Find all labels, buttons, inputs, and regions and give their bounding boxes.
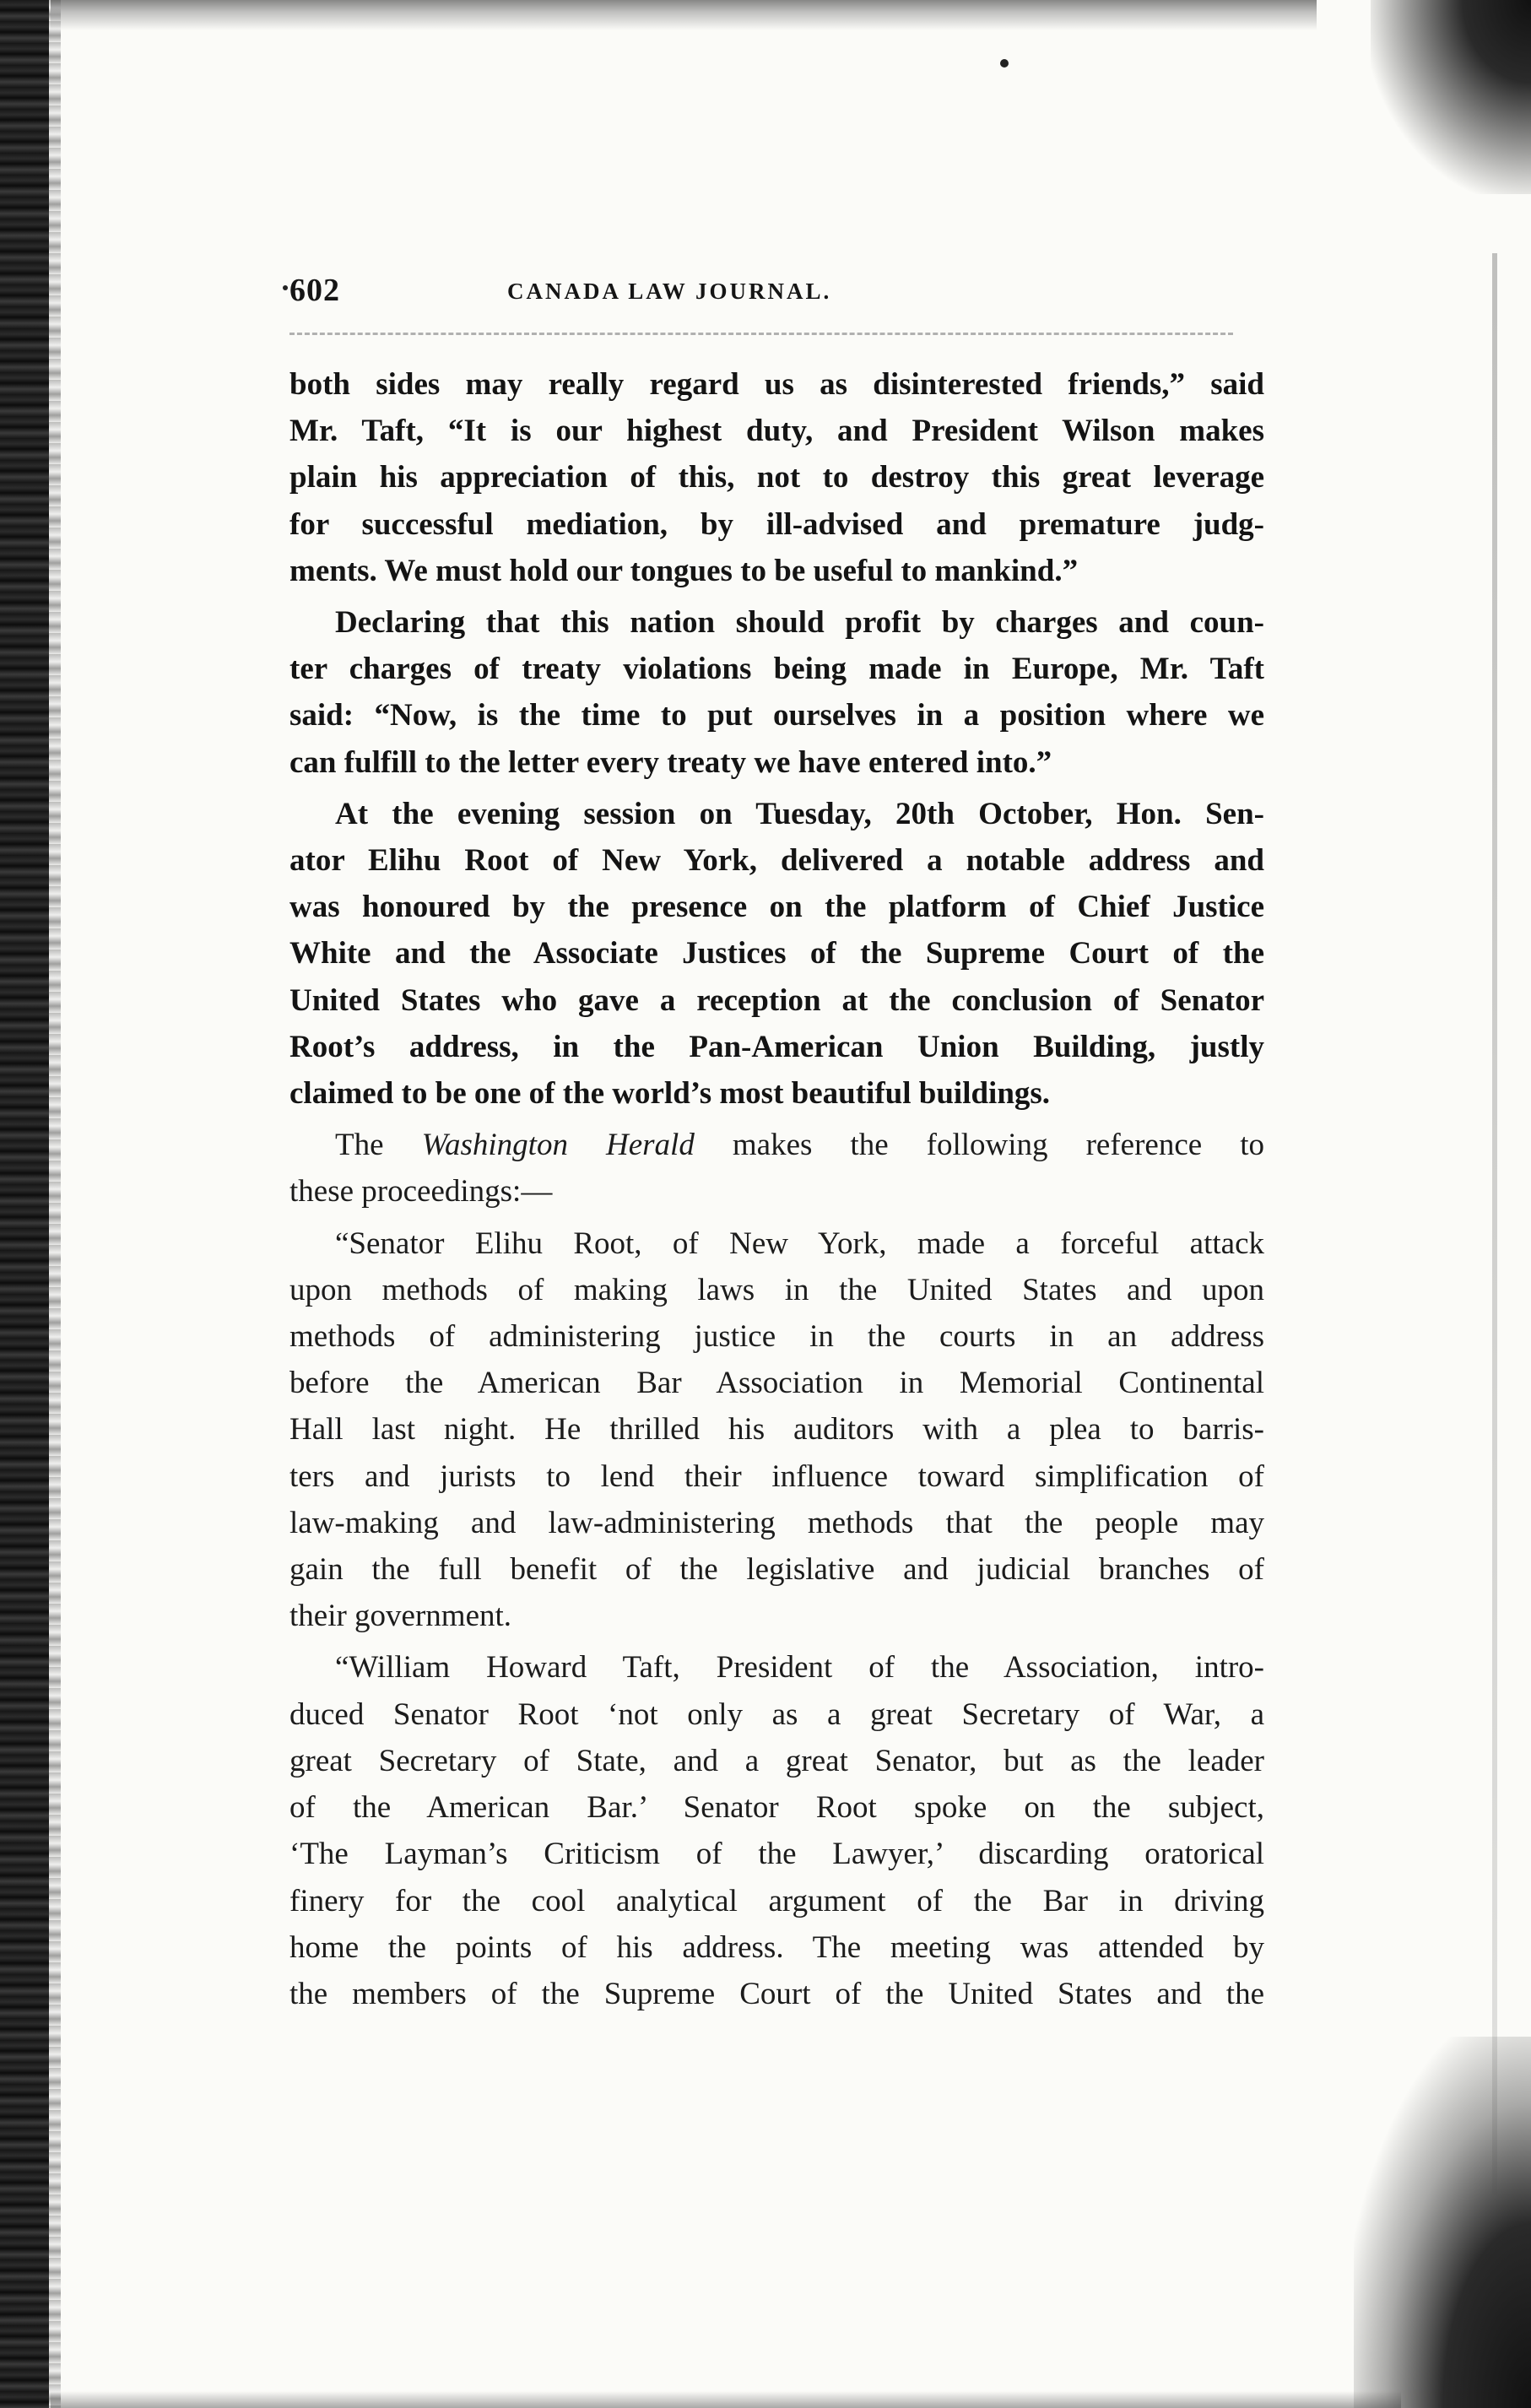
text-line: can fulfill to the letter every treaty we have entered into.” xyxy=(289,744,1052,780)
text-line: of the American Bar.’ Senator Root spoke on the subject, xyxy=(289,1790,1264,1826)
text-run: makes the following reference to xyxy=(694,1128,1264,1163)
text-line: both sides may really regard us as disinterested friends,” said xyxy=(289,367,1264,402)
text-line: upon methods of making laws in the United States and upon xyxy=(289,1272,1264,1307)
text-line: great Secretary of State, and a great Senator, but as the leader xyxy=(289,1743,1264,1778)
text-line: ments. We must hold our tongues to be useful to mankind.” xyxy=(289,553,1079,588)
text-line: ‘The Layman’s Criticism of the Lawyer,’ discarding oratorical xyxy=(289,1837,1264,1872)
scan-speck xyxy=(1000,59,1009,68)
text-line: ator Elihu Root of New York, delivered a notable address and xyxy=(289,843,1264,879)
quoted-paragraph xyxy=(289,1220,1264,1640)
text-line: for successful mediation, by ill-advised and premature judg- xyxy=(289,506,1264,542)
text-line: said: “Now, is the time to put ourselves in a position where we xyxy=(289,698,1264,733)
text-line: United States who gave a reception at the conclusion of Senator xyxy=(289,982,1264,1018)
text-line: “Senator Elihu Root, of New York, made a forceful attack xyxy=(335,1226,1264,1261)
text-line: home the points of his address. The meeting was attended by xyxy=(289,1929,1264,1965)
running-title: CANADA LAW JOURNAL. xyxy=(507,279,832,304)
text-line: duced Senator Root ‘not only as a great Secretary of War, a xyxy=(289,1696,1264,1732)
text-line: At the evening session on Tuesday, 20th October, Hon. Sen- xyxy=(335,796,1264,831)
page-number: 602 xyxy=(289,273,340,308)
text-line: law-making and law-administering methods that the people may xyxy=(289,1505,1264,1540)
paragraph xyxy=(289,791,1264,1117)
paragraph xyxy=(289,361,1264,594)
header-rule xyxy=(289,333,1233,335)
text-line: ter charges of treaty violations being made in Europe, Mr. Taft xyxy=(289,652,1264,687)
publication-title: Washington Herald xyxy=(421,1128,695,1163)
scan-speck xyxy=(283,285,288,290)
scan-shadow-top-right xyxy=(1371,0,1531,194)
text-line: before the American Bar Association in Memorial Continental xyxy=(289,1366,1264,1401)
article-body xyxy=(289,361,1264,2022)
text-line: gain the full benefit of the legislative and judicial branches of xyxy=(289,1552,1264,1588)
scan-shadow-top xyxy=(51,0,1317,30)
scan-shadow-bottom xyxy=(51,2391,1401,2408)
binding-edge-texture xyxy=(49,0,61,2408)
paragraph xyxy=(289,1122,1264,1215)
scan-shadow-bottom-right xyxy=(1354,2037,1531,2408)
text-line: ters and jurists to lend their influence toward simplification of xyxy=(289,1458,1264,1494)
text-line: Hall last night. He thrilled his auditors with a plea to barris- xyxy=(289,1412,1264,1448)
text-line: the members of the Supreme Court of the United States and the xyxy=(289,1976,1264,2011)
paragraph xyxy=(289,599,1264,786)
text-line: Declaring that this nation should profit by charges and coun- xyxy=(335,605,1264,641)
text-line: these proceedings:— xyxy=(289,1174,553,1209)
text-line: plain his appreciation of this, not to destroy this great leverage xyxy=(289,460,1264,495)
text-line: finery for the cool analytical argument of the Bar in driving xyxy=(289,1883,1264,1918)
text-line xyxy=(289,1122,1264,1168)
text-line: claimed to be one of the world’s most beautiful buildings. xyxy=(289,1076,1051,1112)
text-line: Mr. Taft, “It is our highest duty, and President Wilson makes xyxy=(289,414,1264,449)
text-line: Root’s address, in the Pan-American Union Building, justly xyxy=(289,1029,1264,1064)
text-line: was honoured by the presence on the platform of Chief Justice xyxy=(289,890,1264,925)
scan-shadow-right xyxy=(1492,253,1497,2194)
running-header xyxy=(289,272,1243,314)
text-line: “William Howard Taft, President of the Association, intro- xyxy=(335,1650,1264,1686)
text-run: The xyxy=(335,1128,422,1163)
quoted-paragraph xyxy=(289,1644,1264,2017)
text-line: their government. xyxy=(289,1599,512,1634)
text-line: methods of administering justice in the courts in an address xyxy=(289,1319,1264,1355)
text-line: White and the Associate Justices of the Supreme Court of the xyxy=(289,936,1264,971)
binding-shadow-left xyxy=(0,0,49,2408)
